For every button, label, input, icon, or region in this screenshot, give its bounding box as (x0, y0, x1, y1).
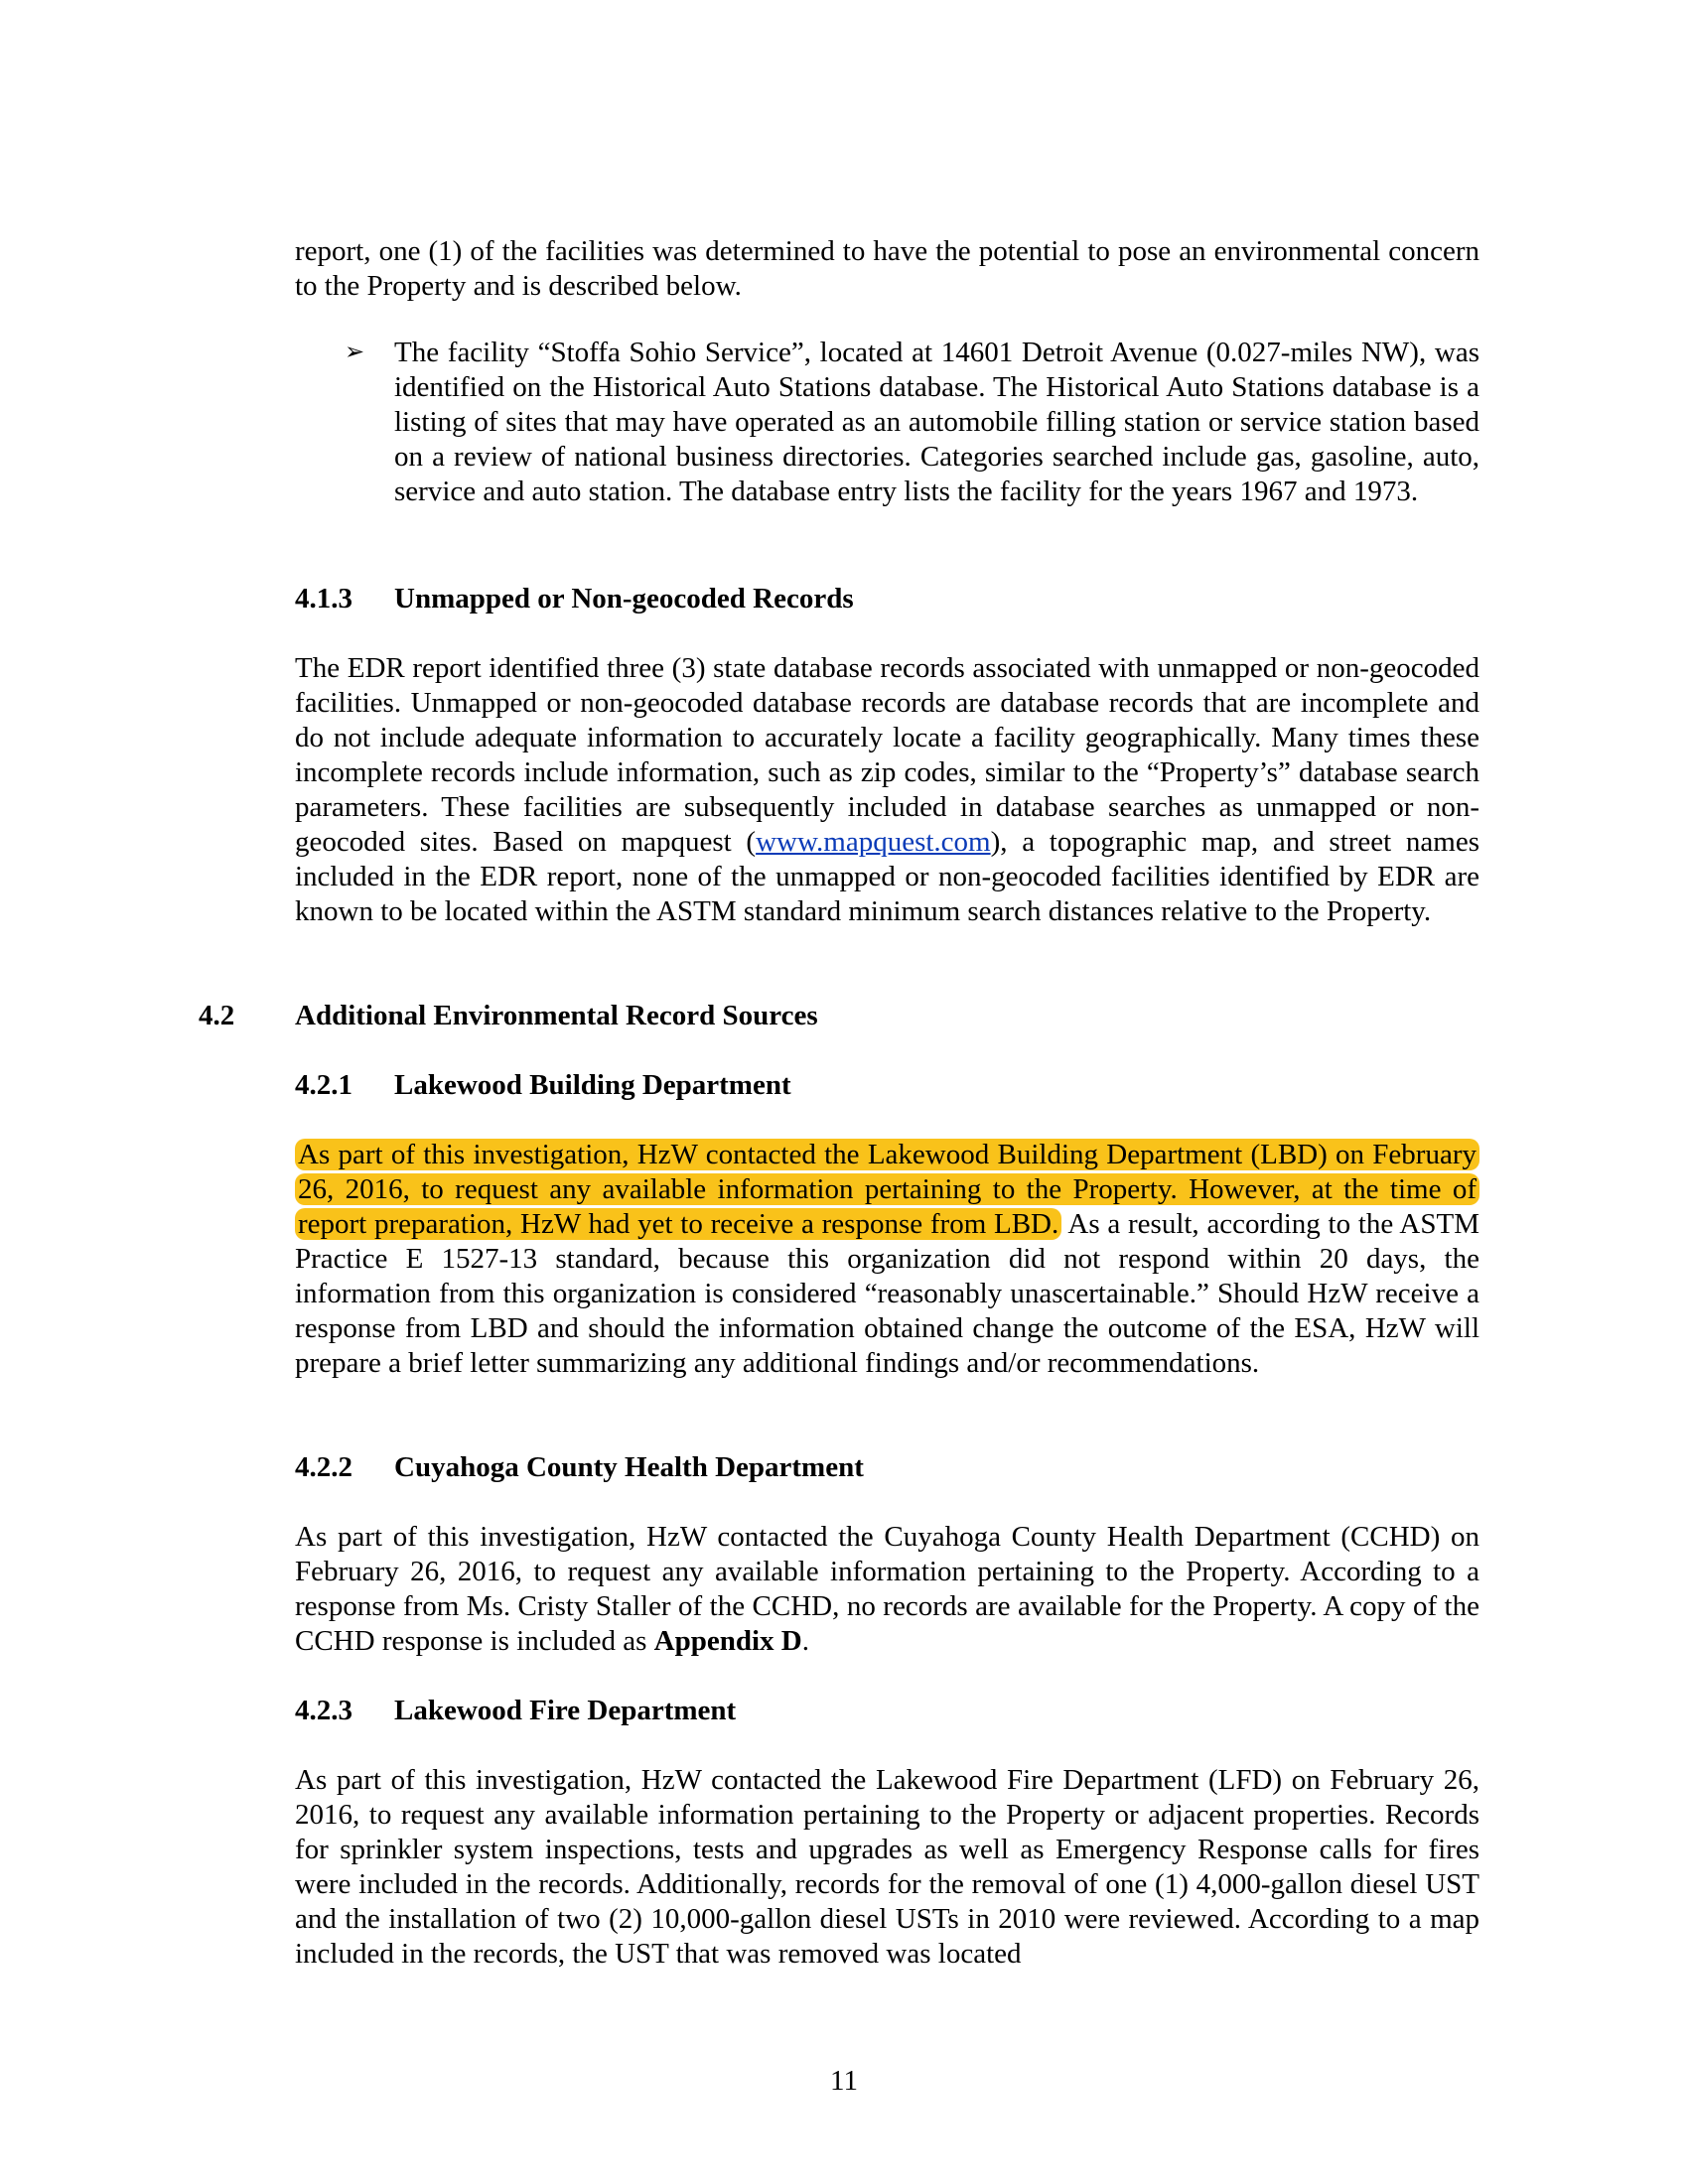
section-number: 4.2.2 (295, 1451, 352, 1483)
page-number: 11 (830, 2065, 858, 2097)
intro-paragraph: report, one (1) of the facilities was determined to have the potential to pose an environmental concern to the Property and is described below. (295, 235, 1479, 302)
arrow-bullet-icon: ➢ (345, 340, 365, 365)
health-dept-paragraph (295, 1520, 1479, 1659)
section-number: 4.2 (199, 1000, 235, 1031)
section-heading-4-2 (199, 999, 818, 1033)
highlighted-text: As part of this investigation, HzW contacted the Lakewood Building Department (LBD) on February 26, 2016, to request any available information pertaining to the Property. However, at the time of report preparation, HzW had yet to receive a response from LBD. (295, 1139, 1479, 1240)
section-number: 4.1.3 (295, 583, 352, 614)
section-heading-4-2-3 (295, 1694, 737, 1728)
section-title: Additional Environmental Record Sources (295, 1000, 818, 1031)
section-title: Lakewood Building Department (394, 1069, 791, 1101)
fire-dept-paragraph: As part of this investigation, HzW contacted the Lakewood Fire Department (LFD) on February 26, 2016, to request any available information pertaining to the Property or adjacent properties. Records for sprinkler system inspections, tests and upgrades as well as Emergency Response calls for fires were included in the records. Additionally, records for the removal of one (1) 4,000-gallon diesel UST and the installation of two (2) 10,000-gallon diesel USTs in 2010 were reviewed. According to a map included in the records, the UST that was removed was located (295, 1764, 1479, 1970)
bullet-text: The facility “Stoffa Sohio Service”, located at 14601 Detroit Avenue (0.027-miles NW), was identified on the Historical Auto Stations database. The Historical Auto Stations database is a listing of sites that may have operated as an automobile filling station or service station based on a review of national business directories. Categories searched include gas, gasoline, auto, service and auto station. The database entry lists the facility for the years 1967 and 1973. (394, 337, 1479, 507)
paragraph-end: . (801, 1625, 809, 1657)
section-title: Lakewood Fire Department (394, 1695, 737, 1726)
section-number: 4.2.1 (295, 1069, 352, 1101)
paragraph-text: As part of this investigation, HzW contacted the Cuyahoga County Health Department (CCHD) on February 26, 2016, to request any available information pertaining to the Property. According to a response from Ms. Cristy Staller of the CCHD, no records are available for the Property. A copy of the CCHD response is included as (295, 1521, 1479, 1657)
section-title: Cuyahoga County Health Department (394, 1451, 864, 1483)
unmapped-records-paragraph (295, 651, 1479, 929)
section-heading-4-1-3 (295, 582, 854, 616)
appendix-reference: Appendix D (653, 1625, 802, 1657)
paragraph-text: ), a topographic map, and street names included in the EDR report, none of the unmapped or non-geocoded facilities identified by EDR are known to be located within the ASTM standard minimum search distances relative to the Property. (295, 826, 1480, 927)
paragraph-text: As a result, according to the ASTM Practice E 1527-13 standard, because this organization did not respond within 20 days, the information from this organization is considered “reasonably unascertainable.” Should HzW receive a response from LBD and should the information obtained change the outcome of the ESA, HzW will prepare a brief letter summarizing any additional findings and/or recommendations. (295, 1208, 1479, 1379)
section-heading-4-2-1 (295, 1068, 791, 1103)
mapquest-link[interactable]: www.mapquest.com (756, 826, 991, 858)
section-number: 4.2.3 (295, 1695, 352, 1726)
paragraph-text: The EDR report identified three (3) state database records associated with unmapped or non-geocoded facilities. Unmapped or non-geocoded database records are database records that are incomplete and do not include adequate information to accurately locate a facility geographically. Many times these incomplete records include information, such as zip codes, similar to the “Property’s” database search parameters. These facilities are subsequently included in database searches as unmapped or non-geocoded sites. Based on mapquest ( (295, 652, 1479, 858)
building-dept-paragraph (295, 1138, 1479, 1381)
section-heading-4-2-2 (295, 1450, 864, 1485)
section-title: Unmapped or Non-geocoded Records (394, 583, 854, 614)
